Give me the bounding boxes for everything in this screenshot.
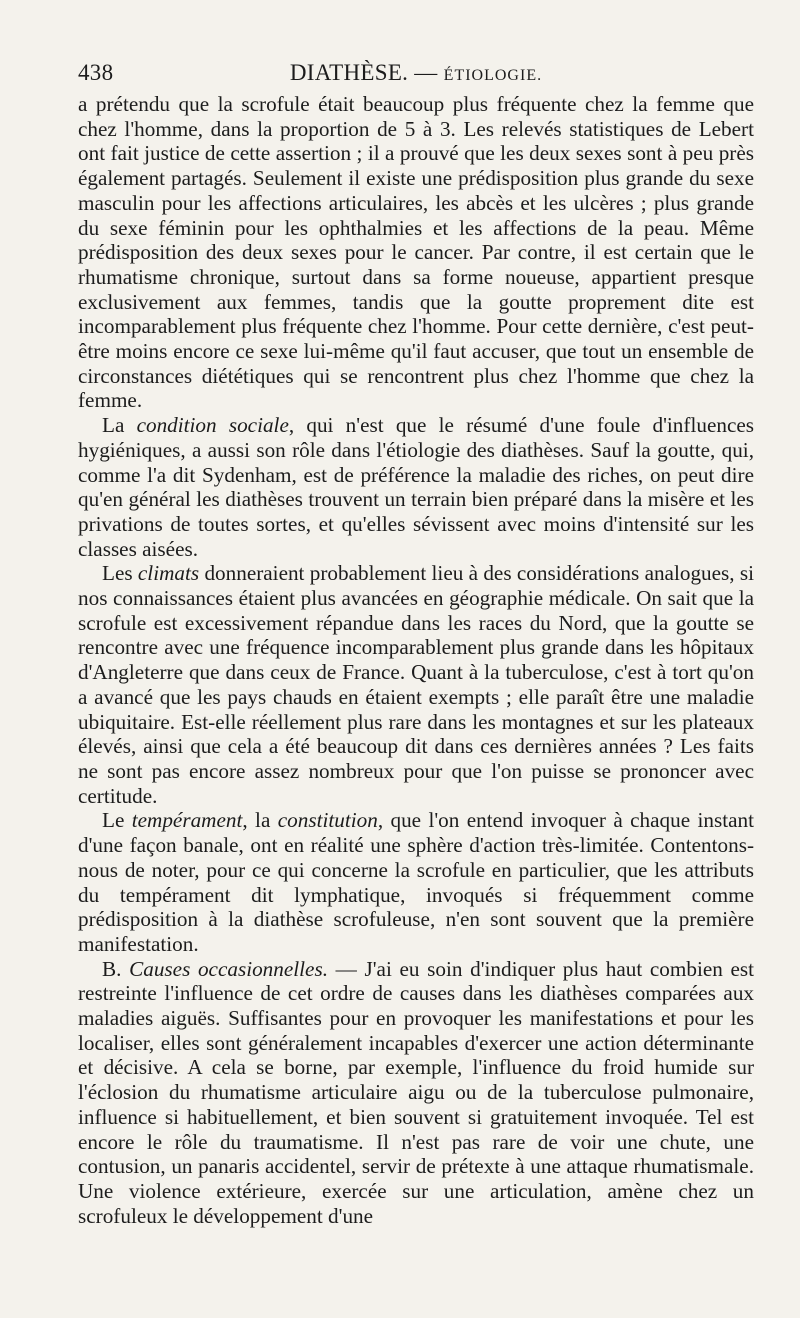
running-title-main: DIATHÈSE. (289, 60, 409, 85)
running-title (78, 60, 754, 86)
paragraph-text: , qui n'est que le résumé d'une foule d'influences hygiéniques, a aussi son rôle dans l'étiologie des diathèses. Sauf la goutte, qui, comme l'a dit Sydenham, est de préférence la maladie des riches, on peut dire qu'en général les diathèses trouvent un terrain bien préparé dans la misère et les privations de toutes sortes, et qu'elles sévissent avec moins d'intensité sur les classes aisées. (78, 413, 754, 561)
body-text (78, 92, 754, 1228)
paragraph-lead: Le (102, 808, 125, 833)
paragraph-text: a prétendu que la scrofule était beaucoup plus fréquente chez la femme que chez l'homme, dans la proportion de 5 à 3. Les relevés statistiques de Lebert ont fait justice de cette assertion ; il a prouvé que les deux sexes sont à peu près également partagés. Seulement il existe une prédisposition plus grande du sexe masculin pour les affections articulaires, les abcès et les ulcères ; plus grande du sexe féminin pour les ophthalmies et les affections de la peau. Même prédisposition des deux sexes pour le cancer. Par contre, il est certain que le rhumatisme chronique, surtout dans sa forme noueuse, appartient presque exclusivement aux femmes, tandis que la goutte proprement dite est incomparablement plus fréquente chez l'homme. Pour cette dernière, c'est peut-être moins encore ce sexe lui-même qu'il faut accuser, que tout un ensemble de circonstances diététiques qui se rencontrent plus chez l'homme que chez la femme. (78, 92, 754, 413)
paragraph-climates (78, 561, 754, 808)
italic-term: tempérament (131, 808, 243, 833)
paragraph-lead: La (102, 413, 125, 438)
paragraph-social-condition (78, 413, 754, 561)
italic-term: constitution (277, 808, 378, 833)
page-number: 438 (78, 60, 114, 85)
section-label: B. (102, 956, 122, 981)
paragraph-lead: Les (102, 561, 133, 586)
paragraph-sex-predisposition (78, 92, 754, 413)
paragraph-text: — J'ai eu soin d'indiquer plus haut combien est restreinte l'influence de cet ordre de causes dans les diathèses comparées aux maladies aiguës. Suffisantes pour en provoquer les manifestations et pour les localiser, elles sont généralement incapables d'exercer une action déterminante et décisive. A cela se borne, par exemple, l'influence du froid humide sur l'éclosion du rhumatisme articulaire aigu ou de la tuberculose pulmonaire, influence si habituellement, et bien souvent si gratuitement invoquée. Tel est encore le rôle du traumatisme. Il n'est pas rare de voir une chute, une contusion, un panaris accidentel, servir de prétexte à une attaque rhumatismale. Une violence extérieure, exercée sur une articulation, amène chez un scrofuleux le développement d'une (78, 956, 755, 1228)
section-heading: Causes occasionnelles. (129, 956, 328, 981)
italic-term: condition sociale (136, 413, 289, 438)
paragraph-occasional-causes (78, 957, 754, 1229)
paragraph-connector: , la (242, 808, 271, 833)
running-title-subtitle: ÉTIOLOGIE. (443, 67, 543, 84)
paragraph-text: , que l'on entend invoquer à chaque instant d'une façon banale, ont en réalité une sphère d'action très-limitée. Contentons-nous de noter, pour ce qui concerne la scrofule en particulier, que les attributs du tempérament dit lymphatique, invoqués si fréquemment comme prédisposition à la diathèse scrofuleuse, n'en sont souvent que la première manifestation. (78, 808, 755, 956)
italic-term: climats (137, 561, 200, 586)
running-head (78, 56, 754, 86)
paragraph-temperament (78, 808, 754, 956)
paragraph-text: donneraient probablement lieu à des considérations analogues, si nos connaissances étaient plus avancées en géographie médicale. On sait que la scrofule est excessivement répandue dans les races du Nord, que la goutte se rencontre avec une fréquence incomparablement plus grande dans les hôpitaux d'Angleterre que dans ceux de France. Quant à la tuberculose, c'est à tort qu'on a avancé que les pays chauds en étaient exempts ; elle paraît être une maladie ubiquitaire. Est-elle réellement plus rare dans les montagnes et sur les plateaux élevés, ainsi que cela a été beaucoup dit dans ces dernières années ? Les faits ne sont pas encore assez nombreux pour que l'on puisse se prononcer avec certitude. (78, 561, 755, 808)
running-title-dash: — (414, 60, 438, 85)
